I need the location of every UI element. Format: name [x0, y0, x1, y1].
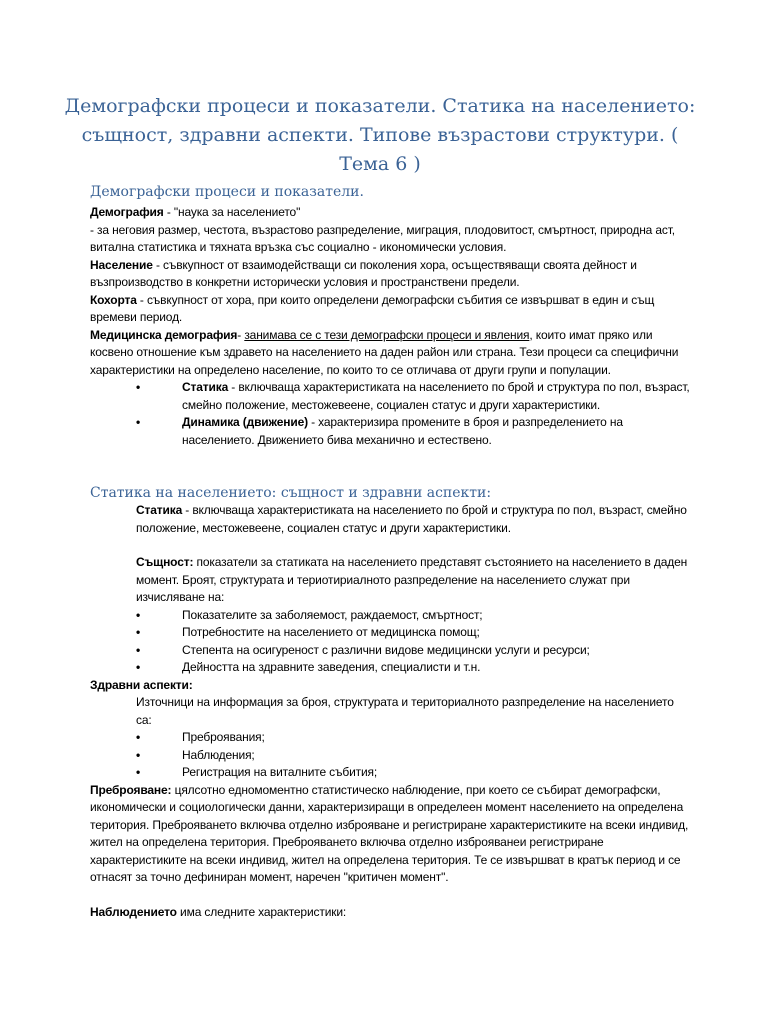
list-item-text: Степента на осигуреност с различни видове медицински услуги и ресурси; [182, 642, 590, 657]
meddem-dash: - [237, 327, 245, 342]
bullet-icon: • [136, 607, 141, 622]
term-population: Население [90, 257, 153, 272]
list-item [90, 642, 690, 660]
document-title: Демографски процеси и показатели. Статика на населението: същност, здравни аспекти. Типове възрастови структури. ( Тема 6 ) [64, 95, 696, 175]
def-census: цялсотно едномоментно статистическо наблюдение, при което се събират демографски, икономически и социологически данни, характеризиращи в определеен момент населението на определена територия. Преброяването включва отделно изброяване и регистриране характеристиките на всеки индивид, жител на определена територия. Преброяването включва отделно изброяванеи регистриране характеристиките на всеки индивид, жител на определена територия. Те се извършват в кратък период и се отнасят за точно дефиниран момент, наречен "критичен момент". [90, 782, 689, 884]
bullet-icon: • [136, 660, 141, 674]
paragraph-sources: Източници на информация за броя, структурата и териториалното разпределение на населението са: [136, 695, 674, 727]
term-medical-demography: Медицинска демография [90, 327, 238, 342]
bullet-icon: • [136, 747, 141, 762]
def-statics-2: - включваща характеристиката на населението по брой и структура по пол, възраст, смейно положение, местожевеене, социален статус и други характеристики. [136, 503, 687, 535]
term-cohort: Кохорта [90, 292, 137, 307]
term-demography: Демография [90, 205, 164, 219]
section-heading-demographic-processes: Демографски процеси и показатели. [90, 184, 364, 200]
list-item [90, 607, 690, 625]
meddem-rest: , които имат пряко или косвено отношение към здравето на населението на даден район или страна. Тези процеси са специфични характеристики на определено население, по които то се отличава от други групи и популации. [90, 327, 679, 377]
bullet-icon: • [136, 730, 141, 744]
list-item [90, 379, 690, 414]
paragraph-demography [90, 204, 690, 222]
def-dynamics: - характеризира промените в броя и разпределението на населението. Движението бива механично и естествено. [182, 415, 623, 447]
def-statics: - включваща характеристиката на населението по брой и структура по пол, възраст, смейно положение, местожевеене, социален статус и други характеристики. [182, 380, 690, 412]
term-census: Преброяване: [90, 782, 172, 797]
list-item [90, 729, 690, 747]
paragraph-observation [90, 904, 690, 922]
paragraph-medical-demography [90, 327, 690, 380]
bullet-icon: • [136, 380, 141, 394]
list-item [90, 764, 690, 782]
term-essence: Същност: [136, 555, 194, 569]
list-item-text: Показателите за заболяемост, раждаемост, смъртност; [182, 607, 483, 622]
bullet-list-sources [90, 729, 690, 782]
def-demography: - "наука за населението" [163, 205, 301, 219]
list-item-text: Преброявания; [182, 730, 265, 744]
paragraph-cohort [90, 292, 690, 327]
term-observation: Наблюдението [90, 904, 177, 919]
term-statics-2: Статика [136, 503, 183, 517]
def-cohort: - съвкупност от хора, при които определени демографски събития се извършват в един и същ времеви период. [90, 292, 655, 324]
section-heading-population-statics: Статика на населението: същност и здравни аспекти: [90, 485, 492, 501]
section-demographic-processes-body [90, 204, 690, 449]
list-item-text: Наблюдения; [182, 747, 255, 762]
list-item [90, 659, 690, 677]
paragraph-statics [90, 502, 690, 537]
heading-health-aspects: Здравни аспекти: [90, 677, 193, 692]
paragraph-census [90, 782, 690, 887]
bullet-list-essence [90, 607, 690, 677]
term-dynamics: Динамика (движение) [182, 415, 308, 429]
list-item [90, 747, 690, 765]
def-population: - съвкупност от взаимодействащи си поколения хора, осъществяващи своята дейност и възпроизводство в конкретни исторически условия и пространствени предели. [90, 257, 637, 289]
list-item-text: Дейността на здравните заведения, специалисти и т.н. [182, 660, 481, 674]
list-item [90, 414, 690, 449]
bullet-list-population-aspects [90, 379, 690, 449]
bullet-icon: • [136, 642, 141, 657]
paragraph-population [90, 257, 690, 292]
list-item-text: Регистрация на виталните събития; [182, 765, 378, 779]
def-observation: има следните характеристики: [176, 904, 347, 919]
list-item [90, 624, 690, 642]
bullet-icon: • [136, 625, 141, 639]
meddem-underlined-text: занимава се с тези демографски процеси и явления [244, 327, 530, 342]
bullet-icon: • [136, 765, 141, 779]
paragraph-essence [90, 554, 690, 607]
term-statics: Статика [182, 380, 229, 394]
bullet-icon: • [136, 415, 141, 429]
def-essence: показатели за статиката на населението представят състоянието на населението в даден момент. Броят, структурата и териотириалното разпределение на населението служат при изчисляване на: [136, 555, 688, 604]
section-population-statics-body [90, 502, 690, 921]
list-item-text: Потребностите на населението от медицинска помощ; [182, 625, 480, 639]
paragraph-demography-desc: - за неговия размер, честота, възрастово разпределение, миграция, плодовитост, смъртност, природна аст, витална статистика и тяхната връзка със социално - икономически условия. [90, 222, 675, 254]
